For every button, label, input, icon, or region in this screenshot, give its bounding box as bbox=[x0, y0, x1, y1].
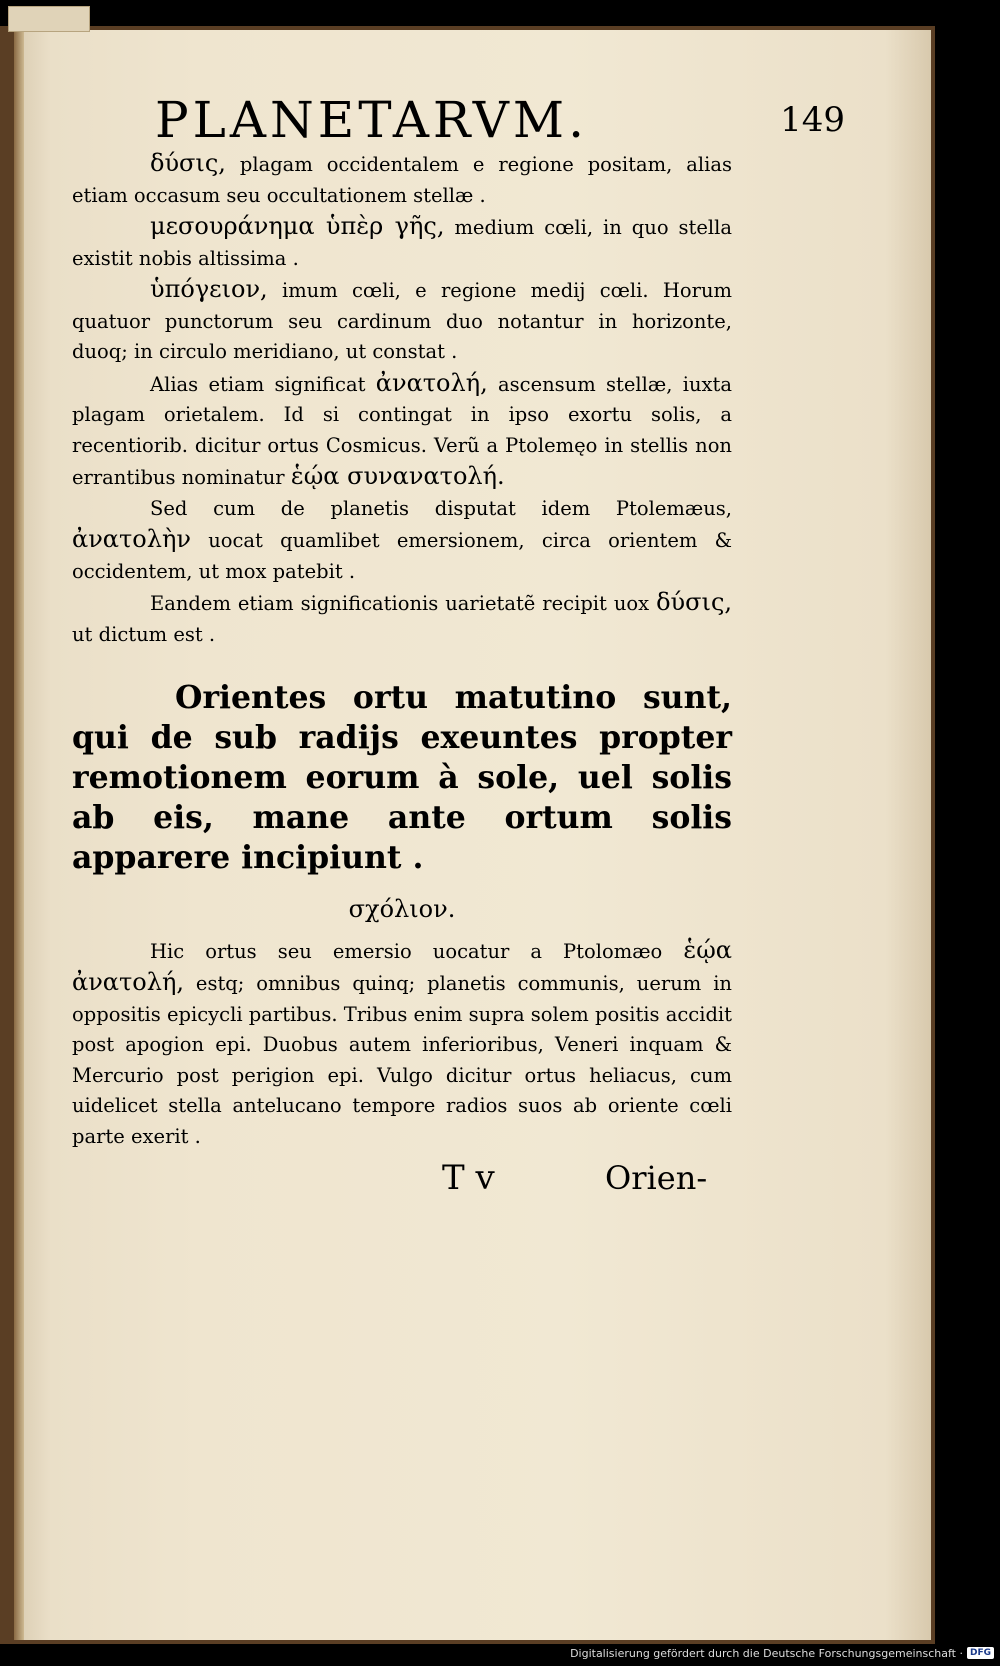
catch-line bbox=[72, 1158, 732, 1198]
digitization-credit bbox=[570, 1644, 994, 1662]
signature-mark: T v bbox=[442, 1158, 495, 1198]
page-body bbox=[72, 148, 732, 1198]
greek-term: ὑπόγειον, bbox=[150, 275, 268, 303]
greek-term: μεσουράνημα ὑπὲρ γῆς, bbox=[150, 212, 445, 240]
paragraph-text: imum cœli, e regione medij cœli. Horum quatuor punctorum seu cardinum duo notantur in horizonte, duoq; in circulo meridiano, ut constat . bbox=[72, 279, 732, 363]
paragraph-text: ut dictum est . bbox=[72, 622, 216, 646]
page-header bbox=[155, 90, 845, 150]
paragraph-text: estq; omnibus quinq; planetis communis, uerum in oppositis epicycli partibus. Tribus enim supra solem positis accidit post apogion epi. Duobus autem inferioribus, Veneri inquam & Mercurio post perigion epi. Vulgo dicitur ortus heliacus, cum uidelicet stella antelucano tempore radios suos ab oriente cœli parte exerit . bbox=[72, 972, 732, 1148]
greek-term: ἑῴα συνανατολή. bbox=[290, 462, 505, 490]
catchword: Orien- bbox=[605, 1159, 708, 1197]
greek-term: δύσις, bbox=[656, 588, 733, 616]
paragraph bbox=[72, 494, 732, 588]
paragraph-text: medium cœli, in quo stella existit nobis altissima . bbox=[72, 216, 732, 270]
greek-term: ἀνατολὴν bbox=[72, 525, 191, 553]
paragraph-text: ascensum stellæ, iuxta plagam orietalem. Id si contingat in ipso exortu solis, a recentiorib. dicitur ortus Cosmicus. Verũ a Ptolemęo in stellis non errantibus nominatur bbox=[72, 372, 732, 489]
paper-tab bbox=[8, 6, 90, 32]
paragraph bbox=[72, 368, 732, 494]
paragraph-text: Eandem etiam significationis uarietatẽ recipit uox bbox=[150, 592, 650, 615]
folio-number: 149 bbox=[780, 100, 845, 140]
paragraph bbox=[72, 211, 732, 274]
credit-text: Digitalisierung gefördert durch die Deutsche Forschungsgemeinschaft · bbox=[570, 1646, 963, 1660]
greek-term: ἀνατολή, bbox=[375, 368, 488, 397]
paragraph-text: Sed cum de planetis disputat idem Ptolemæus, bbox=[150, 496, 732, 520]
paragraph-text: Alias etiam significat bbox=[150, 372, 366, 396]
greek-term: ἑῴα ἀνατολή, bbox=[72, 935, 732, 996]
greek-term: δύσις, bbox=[150, 149, 226, 177]
paragraph bbox=[72, 274, 732, 368]
paragraph bbox=[72, 587, 732, 650]
paragraph bbox=[72, 935, 732, 1153]
page-gutter-shadow bbox=[14, 30, 24, 1640]
dfg-logo-icon: DFG bbox=[967, 1647, 994, 1659]
paragraph-text: uocat quamlibet emersionem, circa orientem & occidentem, ut mox patebit . bbox=[72, 529, 732, 583]
scholion-heading: σχόλιον. bbox=[348, 895, 456, 923]
definition-heading: Orientes ortu matutino sunt, qui de sub radijs exeuntes propter remotionem eorum à sole, uel solis ab eis, mane ante ortum solis apparere incipiunt . bbox=[72, 679, 732, 876]
paragraph-text: Hic ortus seu emersio uocatur a Ptolomæo bbox=[150, 939, 663, 963]
paragraph-text: plagam occidentalem e regione positam, alias etiam occasum seu occultationem stellæ . bbox=[72, 153, 732, 207]
paragraph bbox=[72, 148, 732, 211]
running-title: PLANETARVM. bbox=[155, 91, 588, 149]
